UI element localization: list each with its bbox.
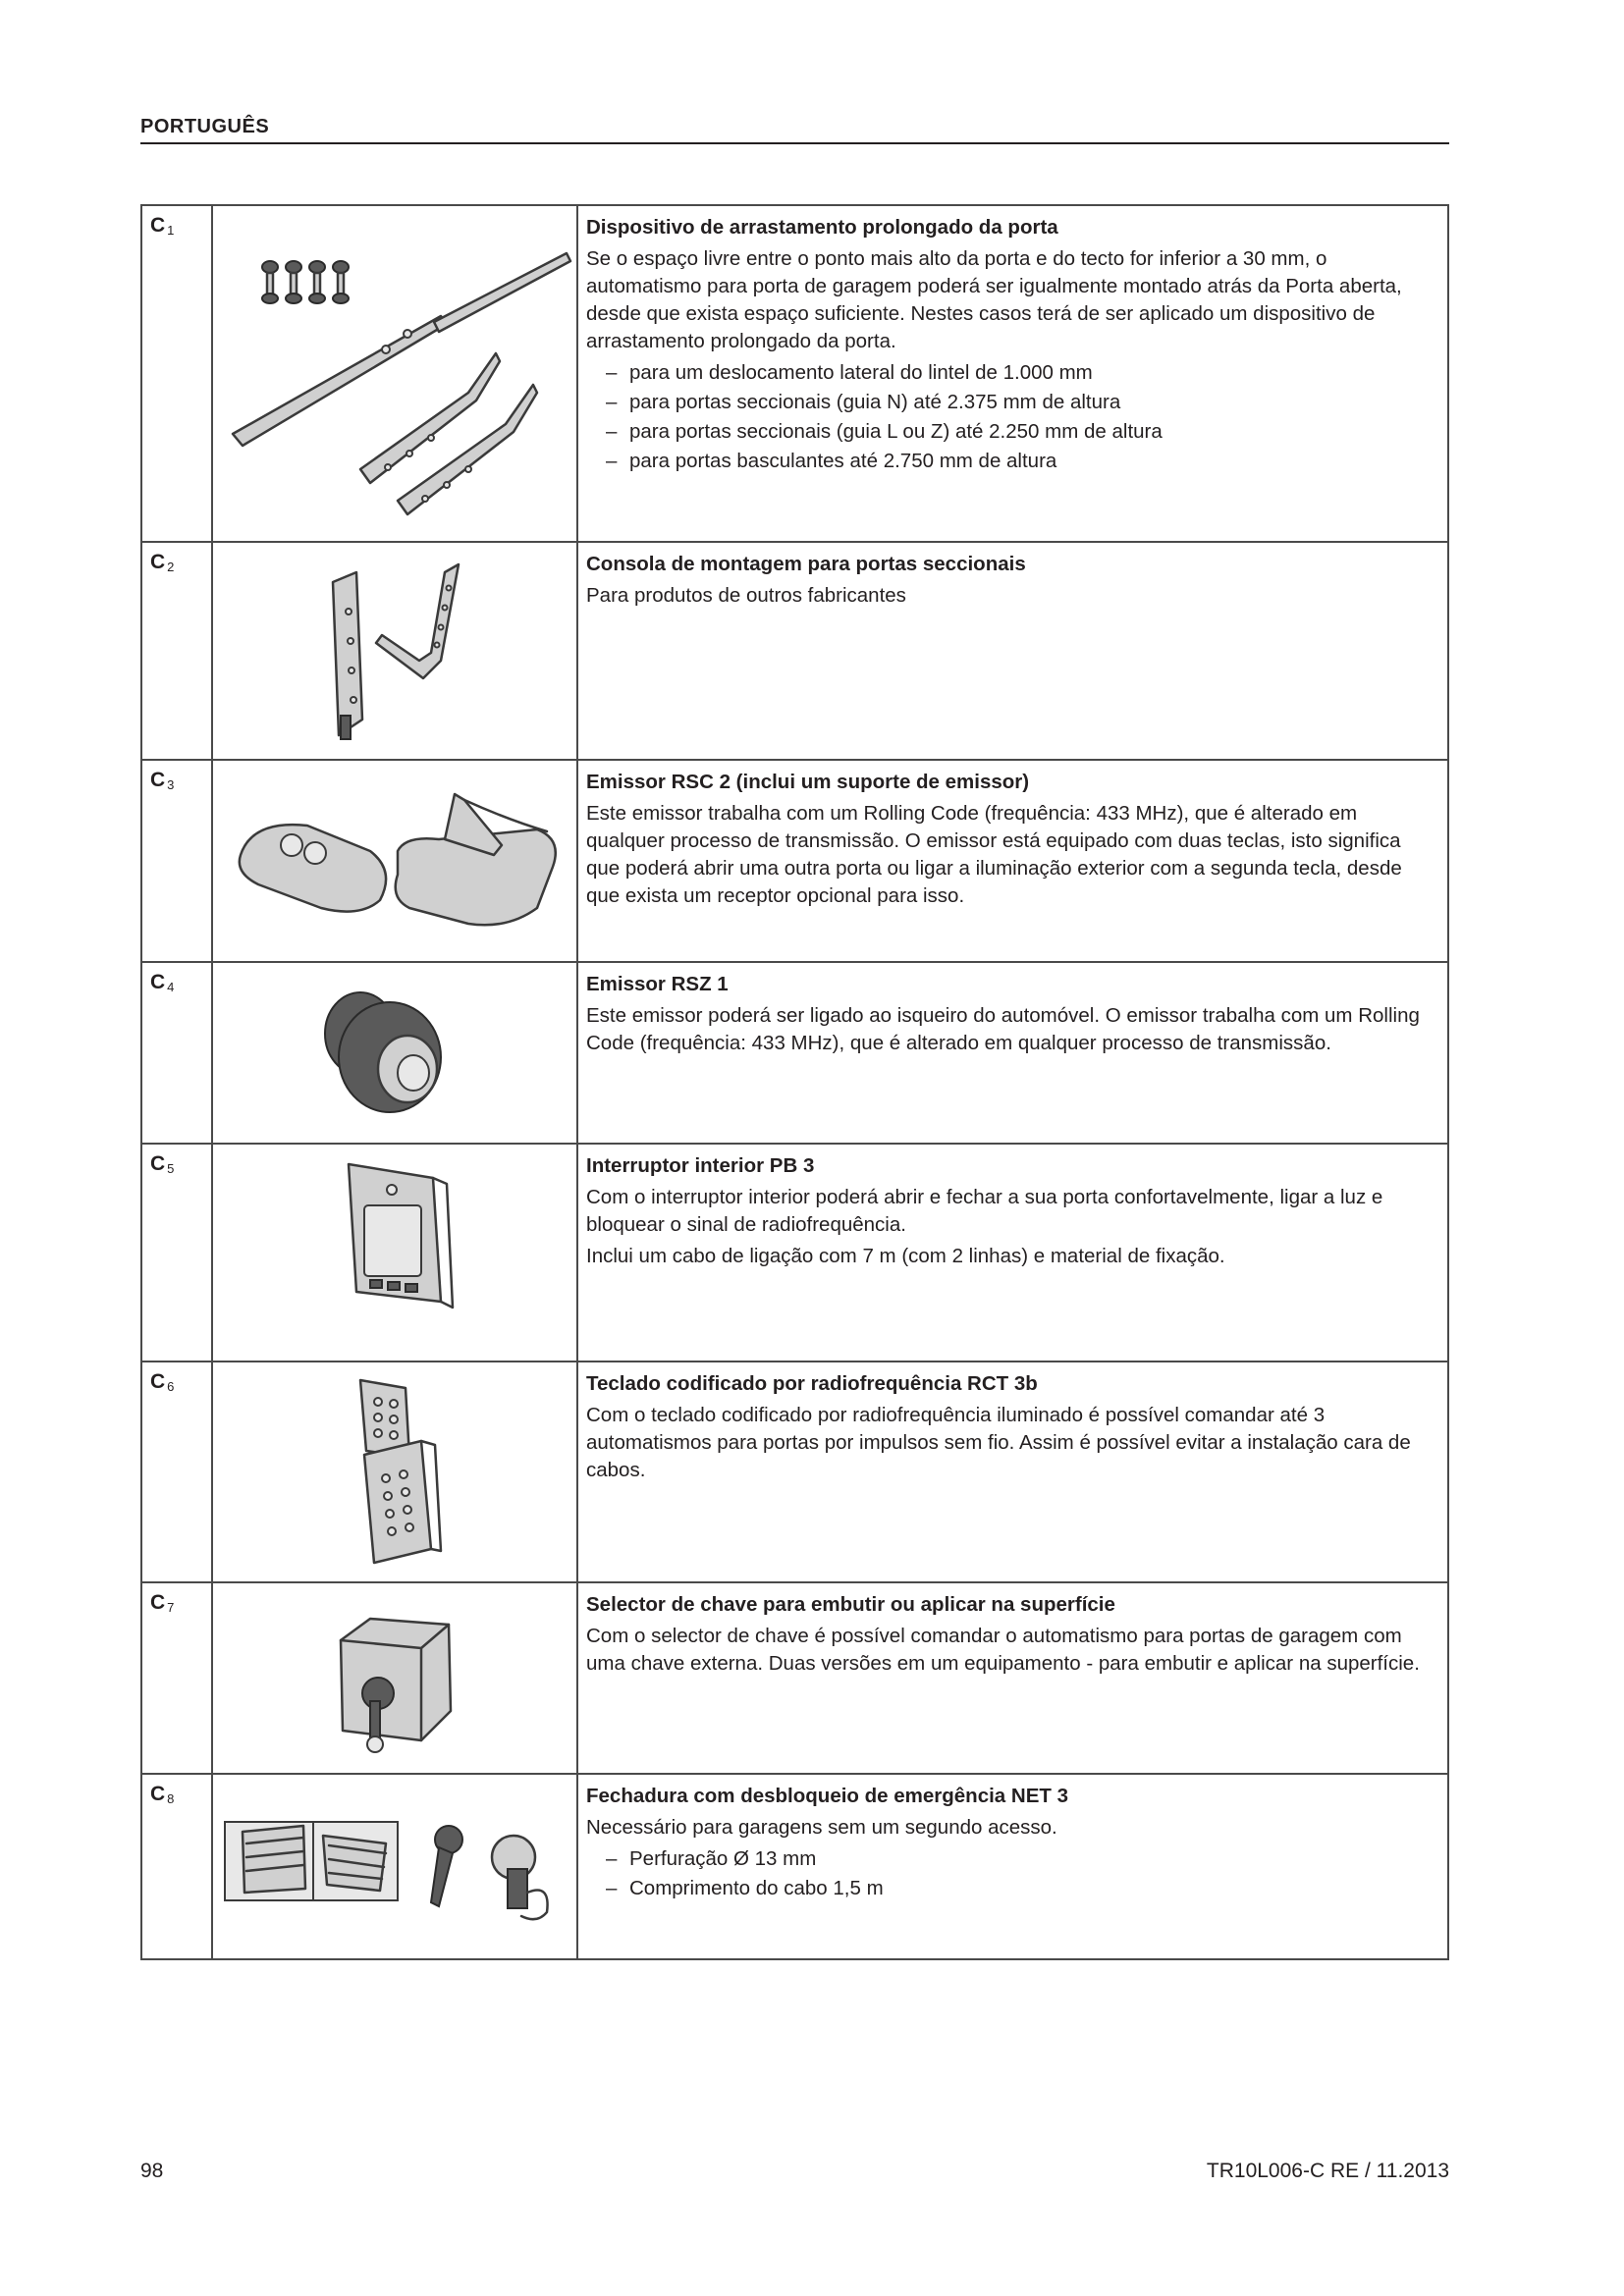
item-code: C $_7$: [141, 1582, 212, 1774]
table-row: [141, 1774, 1448, 1959]
bullet-item: – Comprimento do cabo 1,5 m: [629, 1875, 1439, 1902]
door-link-arm-kit-icon: [212, 205, 577, 542]
item-paragraph: Necessário para garagens sem um segundo acesso.: [586, 1816, 1057, 1839]
item-description: [577, 962, 1448, 1144]
interior-switch-icon: [212, 1144, 577, 1362]
item-paragraph: Este emissor trabalha com um Rolling Code (frequência: 433 MHz), que é alterado em qualquer processo de transmissão. O emissor está equipado com duas teclas, isto significa que poderá abrir uma outra porta ou ligar a iluminação exterior com a segunda tecla, desde que exista um receptor opcional para isso.: [586, 802, 1402, 907]
bullet-item: – para um deslocamento lateral do lintel de 1.000 mm: [629, 359, 1439, 387]
item-title: Emissor RSC 2 (inclui um suporte de emissor): [586, 771, 1030, 793]
bullet-item: – para portas seccionais (guia L ou Z) até 2.250 mm de altura: [629, 418, 1439, 446]
item-title: Teclado codificado por radiofrequência RCT 3b: [586, 1372, 1038, 1395]
item-title: Dispositivo de arrastamento prolongado da porta: [586, 216, 1058, 239]
mounting-bracket-icon: [212, 542, 577, 760]
bullet-item: – para portas basculantes até 2.750 mm de altura: [629, 448, 1439, 475]
emergency-release-lock-icon: [212, 1774, 577, 1959]
item-paragraph: Inclui um cabo de ligação com 7 m (com 2 linhas) e material de fixação.: [586, 1245, 1225, 1267]
item-title: Fechadura com desbloqueio de emergência NET 3: [586, 1785, 1068, 1807]
item-paragraph: Com o teclado codificado por radiofrequência iluminado é possível comandar até 3 automatismos para portas por impulsos sem fio. Assim é possível evitar a instalação cara de cabos.: [586, 1404, 1411, 1481]
key-switch-icon: [212, 1582, 577, 1774]
cigarette-lighter-transmitter-icon: [212, 962, 577, 1144]
item-code: C $_6$: [141, 1362, 212, 1582]
table-row: [141, 1362, 1448, 1582]
bullet-list: [586, 1845, 1439, 1902]
item-paragraph: Se o espaço livre entre o ponto mais alto da porta e do tecto for inferior a 30 mm, o automatismo para porta de garagem poderá ser igualmente montado atrás da Porta aberta, desde que exista espaço suficiente. Nestes casos terá de ser aplicado um dispositivo de arrastamento prolongado da porta.: [586, 247, 1402, 352]
table-row: [141, 542, 1448, 760]
table-row: [141, 760, 1448, 962]
table-row: [141, 1144, 1448, 1362]
bullet-item: – para portas seccionais (guia N) até 2.375 mm de altura: [629, 389, 1439, 416]
item-description: [577, 205, 1448, 542]
item-paragraph: Com o interruptor interior poderá abrir e fechar a sua porta confortavelmente, ligar a luz e bloquear o sinal de radiofrequência.: [586, 1186, 1383, 1236]
item-code: C $_8$: [141, 1774, 212, 1959]
remote-with-holder-icon: [212, 760, 577, 962]
table-row: [141, 205, 1448, 542]
bullet-list: [586, 359, 1439, 475]
item-description: [577, 1774, 1448, 1959]
item-description: [577, 760, 1448, 962]
document-reference: TR10L006-C RE / 11.2013: [1206, 2160, 1449, 2182]
item-title: Selector de chave para embutir ou aplicar na superfície: [586, 1593, 1115, 1616]
item-code: C $_4$: [141, 962, 212, 1144]
item-code: C $_1$: [141, 205, 212, 542]
page-number: 98: [140, 2160, 164, 2182]
bullet-item: – Perfuração Ø 13 mm: [629, 1845, 1439, 1873]
item-description: [577, 1582, 1448, 1774]
item-code: C $_2$: [141, 542, 212, 760]
item-description: [577, 1362, 1448, 1582]
item-title: Consola de montagem para portas seccionais: [586, 553, 1026, 575]
item-title: Emissor RSZ 1: [586, 973, 729, 995]
item-paragraph: Para produtos de outros fabricantes: [586, 584, 906, 607]
accessories-table: [140, 204, 1449, 1960]
item-title: Interruptor interior PB 3: [586, 1154, 815, 1177]
item-description: [577, 542, 1448, 760]
item-code: C $_5$: [141, 1144, 212, 1362]
table-row: [141, 962, 1448, 1144]
item-code: C $_3$: [141, 760, 212, 962]
item-paragraph: Com o selector de chave é possível comandar o automatismo para portas de garagem com uma chave externa. Duas versões em um equipamento - para embutir e aplicar na superfície.: [586, 1625, 1420, 1675]
page-header-language: PORTUGUÊS: [140, 116, 1449, 144]
item-description: [577, 1144, 1448, 1362]
table-row: [141, 1582, 1448, 1774]
item-paragraph: Este emissor poderá ser ligado ao isqueiro do automóvel. O emissor trabalha com um Rolling Code (frequência: 433 MHz), que é alterado em qualquer processo de transmissão.: [586, 1004, 1420, 1054]
radio-keypad-icon: [212, 1362, 577, 1582]
screw-set-icon: [262, 261, 349, 303]
